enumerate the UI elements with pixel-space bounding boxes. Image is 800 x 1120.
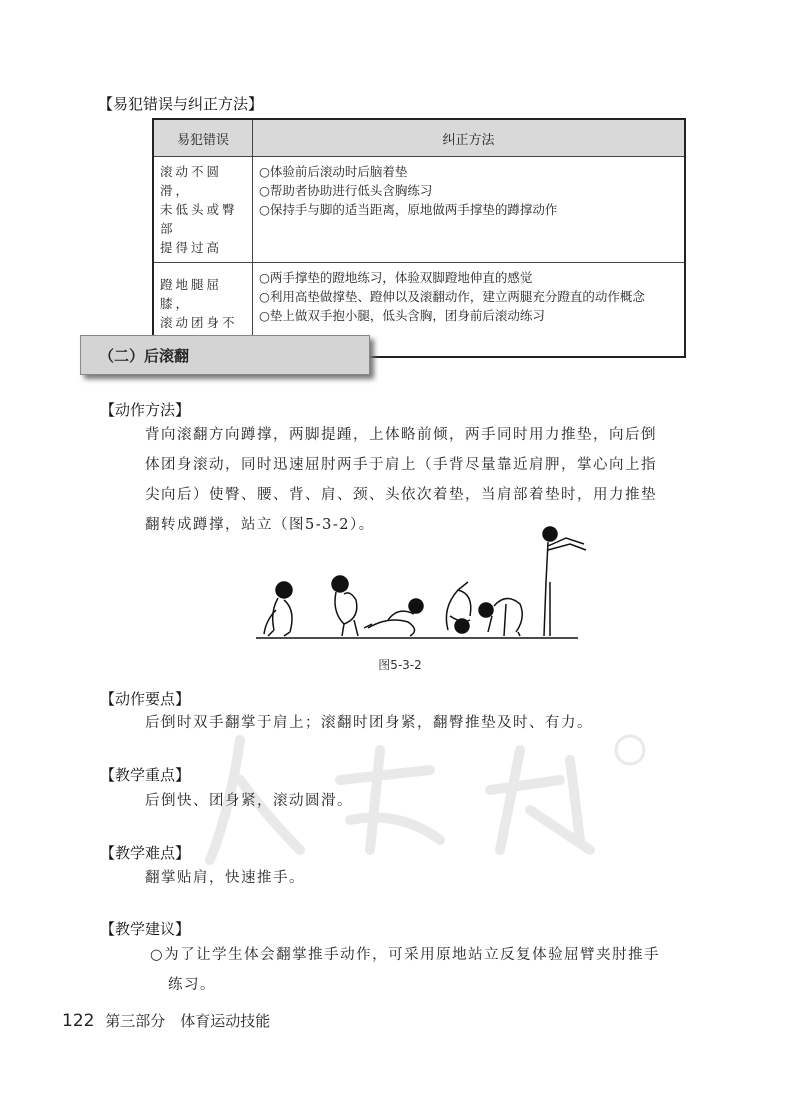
col-error-header: 易犯错误 xyxy=(153,119,253,157)
section-title: （二）后滚翻 xyxy=(80,335,370,375)
page-number: 122 xyxy=(62,1011,95,1031)
gymnast-landing xyxy=(479,598,522,636)
error-cell: 滚动不圆滑， 未低头或臀部 提得过高 xyxy=(153,157,253,263)
teaching-focus-heading: 【教学重点】 xyxy=(100,766,191,784)
col-fix-header: 纠正方法 xyxy=(253,119,686,157)
method-text: 背向滚翻方向蹲撑，两脚提踵，上体略前倾，两手同时用力推垫，向后倒 体团身滚动，同时迅速屈肘两手于肩上（手背尽量靠近肩胛，掌心向上指 尖向后）使臀、腰、背、肩、颈、头依次着垫，当肩部着垫时，用力推垫 翻转成蹲撑，站立（图5-3-2）。 xyxy=(145,427,657,533)
teaching-advice-text: ○为了让学生体会翻掌推手动作，可采用原地站立反复体验屈臂夹肘推手 练习。 xyxy=(150,947,661,993)
method-heading: 【动作方法】 xyxy=(100,401,191,419)
teaching-focus-text: 后倒快、团身紧，滚动圆滑。 xyxy=(145,793,353,809)
teaching-difficulty-text: 翻掌贴肩，快速推手。 xyxy=(145,870,305,886)
gymnast-squat xyxy=(264,582,292,636)
fix-cell: ○两手撑垫的蹬地练习，体验双脚蹬地伸直的感觉 ○利用高垫做撑垫、蹬伸以及滚翻动作，建立两腿充分蹬直的动作概念 ○垫上做双手抱小腿，低头含胸，团身前后滚动练习 xyxy=(253,263,686,358)
teaching-difficulty-heading: 【教学难点】 xyxy=(100,844,191,862)
key-points-heading: 【动作要点】 xyxy=(100,690,191,708)
gymnast-tuck xyxy=(332,576,358,636)
backward-roll-figure xyxy=(248,520,608,650)
fix-cell: ○体验前后滚动时后脑着垫 ○帮助者协助进行低头含胸练习 ○保持手与脚的适当距离，原地做两手撑垫的蹲撑动作 xyxy=(253,157,686,263)
gymnast-rolling xyxy=(364,599,423,636)
footer-text: 第三部分 体育运动技能 xyxy=(105,1012,271,1030)
errors-table xyxy=(152,118,686,358)
table-row xyxy=(153,157,685,263)
gymnast-inverted xyxy=(446,582,470,633)
teaching-advice-heading: 【教学建议】 xyxy=(100,920,191,938)
figure-caption: 图5-3-2 xyxy=(378,658,422,672)
key-points-text: 后倒时双手翻掌于肩上；滚翻时团身紧，翻臀推垫及时、有力。 xyxy=(145,715,593,731)
errors-heading: 【易犯错误与纠正方法】 xyxy=(98,95,264,113)
gymnast-standing xyxy=(543,527,586,636)
page-footer xyxy=(62,1010,270,1031)
error-cell: 蹬地腿屈膝， 滚动团身不 xyxy=(153,263,253,358)
publisher-watermark xyxy=(200,720,660,870)
